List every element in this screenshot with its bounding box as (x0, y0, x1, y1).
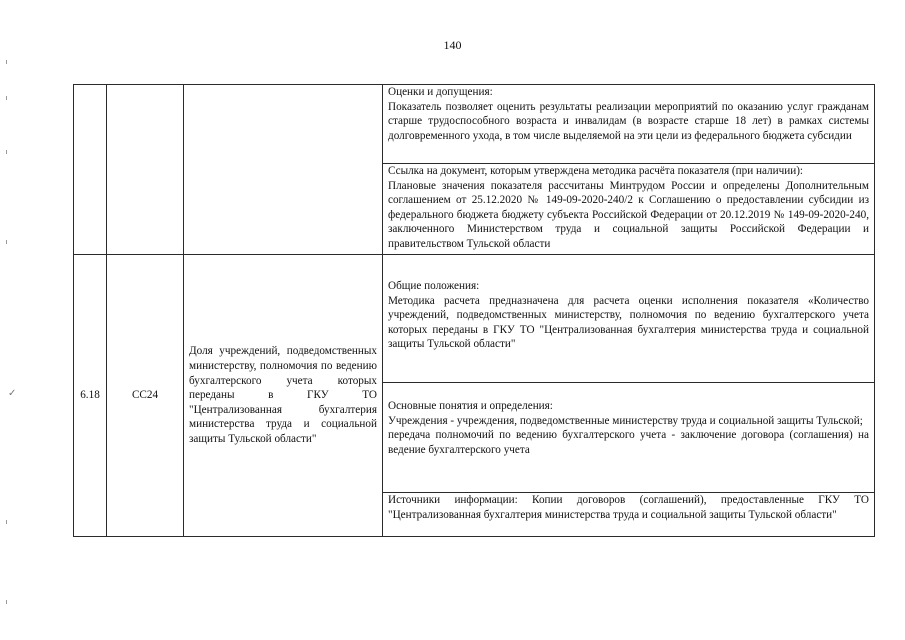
indicator-number: 6.18 (74, 255, 107, 537)
cell-name-empty (184, 85, 383, 255)
cell-number-empty (74, 85, 107, 255)
page-number: 140 (443, 38, 462, 52)
sources-text: Источники информации: Копии договоров (соглашений), предоставленные ГКУ ТО "Централизованная бухгалтерия министерства труда и социальной защиты Тульской области" (388, 494, 869, 521)
scan-artifact (6, 150, 7, 154)
cell-code-empty (107, 85, 184, 255)
table-row (74, 85, 875, 164)
scan-artifact (6, 60, 7, 64)
scan-artifact (6, 600, 7, 604)
general-provisions-cell (383, 255, 875, 383)
scan-artifact (6, 96, 7, 100)
general-text: Методика расчета предназначена для расчета оценки исполнения показателя «Количество учреждений, подведомственных министерству, полномочия по ведению бухгалтерского учета которых переданы в ГКУ ТО "Централизованная бухгалтерия министерства труда и социальной защиты Тульской области" (388, 294, 869, 351)
assumptions-text: Показатель позволяет оценить результаты реализации мероприятий по оказанию услуг гражданам старше трудоспособного возраста и инвалидам (в возрасте старше 18 лет) в рамках системы долговременного ухода, в том числе выделяемой на эти цели из федерального бюджета субсидии (388, 100, 869, 142)
scan-artifact (6, 240, 7, 244)
general-heading: Общие положения: (388, 280, 480, 292)
scan-artifact (6, 520, 7, 524)
scan-mark: ✓ (8, 388, 17, 399)
table-row (74, 255, 875, 383)
definitions-cell (383, 383, 875, 493)
sources-cell (383, 493, 875, 537)
indicator-name: Доля учреждений, подведомственных министерству, полномочия по ведению бухгалтерского учета которых переданы в ГКУ ТО "Централизованная бухгалтерия министерства труда и социальной защиты Тульской области" (184, 255, 383, 537)
indicator-table (73, 84, 875, 537)
method-link-heading: Ссылка на документ, которым утверждена методика расчёта показателя (при наличии): (388, 165, 804, 177)
method-link-text: Плановые значения показателя рассчитаны Минтрудом России и определены Дополнительным соглашением от 25.12.2020 № 149-09-2020-240/2 к Соглашению о предоставлении субсидии из федерального бюджета бюджету субъекта Российской Федерации от 20.12.2019 № 149-09-2020-240, заключенного Министерством труда и социальной защиты Российской Федерации и правительством Тульской области (388, 179, 869, 250)
assumptions-heading: Оценки и допущения: (388, 86, 493, 98)
definitions-line1: Учреждения - учреждения, подведомственные министерству труда и социальной защиты Тульской; (388, 414, 863, 427)
assumptions-cell (383, 85, 875, 164)
definitions-heading: Основные понятия и определения: (388, 400, 553, 412)
method-link-cell (383, 164, 875, 255)
definitions-line2: передача полномочий по ведению бухгалтерского учета - заключение договора (соглашения) на ведение бухгалтерского учета (388, 429, 869, 456)
indicator-code: СС24 (107, 255, 184, 537)
